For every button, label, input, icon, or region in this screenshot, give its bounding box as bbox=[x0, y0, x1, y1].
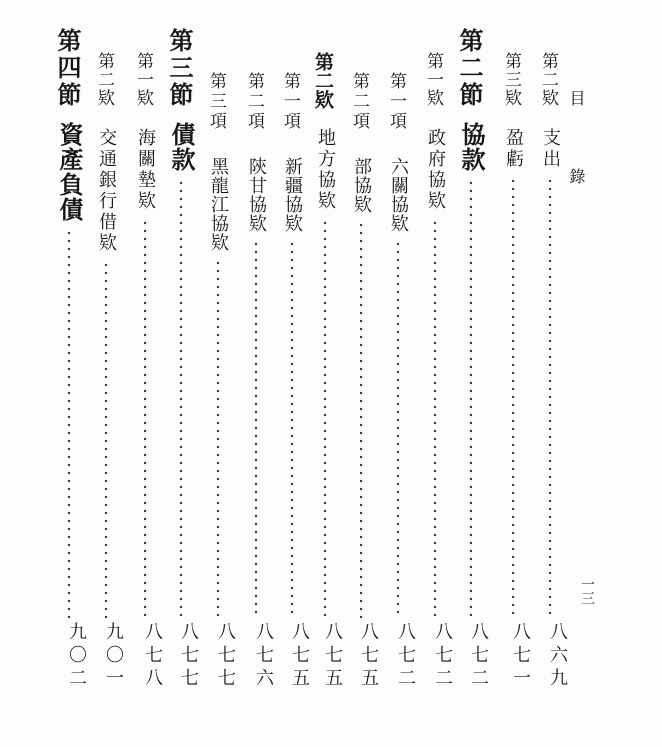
entry-label: 第二欵 bbox=[312, 52, 334, 109]
entry-label: 第三項 bbox=[206, 72, 226, 132]
dot-leader bbox=[468, 179, 474, 618]
entry-label: 第一項 bbox=[280, 72, 300, 132]
entry-page-number: 八七二 bbox=[468, 622, 489, 691]
entry-title: 陝甘協欵 bbox=[246, 157, 267, 233]
entry-title: 新疆協欵 bbox=[282, 157, 303, 233]
entry-title: 政府協欵 bbox=[425, 128, 446, 212]
section-label: 第三節 bbox=[165, 28, 194, 109]
entry-label: 第一欵 bbox=[423, 52, 443, 108]
entry-title: 海關墊欵 bbox=[135, 128, 156, 212]
entry-label: 第三欵 bbox=[501, 52, 521, 108]
section-label: 第二節 bbox=[455, 28, 484, 109]
entry-title: 黑龍江協欵 bbox=[208, 157, 229, 252]
dot-leader bbox=[510, 177, 516, 618]
entry-title: 地方協欵 bbox=[315, 128, 336, 212]
dot-leader bbox=[395, 240, 401, 618]
entry-page-number: 八七五 bbox=[322, 622, 343, 691]
dot-leader bbox=[66, 229, 72, 618]
entry-title: 支出 bbox=[540, 128, 561, 170]
entry-page-number: 八七二 bbox=[432, 622, 453, 691]
section-label: 第四節 bbox=[53, 28, 82, 109]
entry-page-number: 八七五 bbox=[289, 622, 310, 691]
entry-label: 第一欵 bbox=[133, 52, 153, 108]
dot-leader bbox=[103, 261, 109, 618]
entry-page-number: 八七七 bbox=[215, 622, 236, 691]
dot-leader bbox=[142, 219, 148, 618]
entry-page-number: 八七六 bbox=[253, 622, 274, 691]
dot-leader bbox=[358, 221, 364, 618]
dot-leader bbox=[178, 179, 184, 618]
entry-page-number: 八七五 bbox=[358, 622, 379, 691]
page-number: 一三 bbox=[579, 577, 595, 605]
toc-entry bbox=[494, 0, 531, 747]
entry-label: 第二項 bbox=[349, 72, 369, 132]
section-title: 債款 bbox=[167, 122, 196, 172]
section-title: 資產負債 bbox=[55, 122, 84, 222]
entry-title: 盈虧 bbox=[503, 128, 524, 170]
toc-entry bbox=[126, 0, 163, 747]
entry-title: 部協欵 bbox=[351, 157, 372, 214]
dot-leader bbox=[289, 240, 295, 618]
dot-leader bbox=[547, 177, 553, 618]
dot-leader bbox=[432, 219, 438, 618]
entry-label: 第二欵 bbox=[94, 52, 114, 108]
dot-leader bbox=[322, 219, 328, 618]
entry-label: 第二項 bbox=[244, 72, 264, 132]
entry-page-number: 八六九 bbox=[547, 622, 568, 691]
entry-page-number: 八七八 bbox=[142, 622, 163, 691]
entry-label: 第二欵 bbox=[538, 52, 558, 108]
running-header-title: 目錄 bbox=[567, 90, 586, 246]
entry-page-number: 八七七 bbox=[178, 622, 199, 691]
dot-leader bbox=[215, 259, 221, 618]
dot-leader bbox=[253, 240, 259, 618]
entry-page-number: 九〇二 bbox=[66, 622, 87, 691]
entry-label: 第一項 bbox=[386, 72, 406, 132]
entry-page-number: 九〇一 bbox=[103, 622, 124, 691]
toc-entry bbox=[237, 0, 274, 747]
entry-title: 交通銀行借欵 bbox=[96, 128, 117, 254]
entry-page-number: 八七一 bbox=[510, 622, 531, 691]
entry-title: 六關協欵 bbox=[388, 157, 409, 233]
entry-page-number: 八七二 bbox=[395, 622, 416, 691]
toc-section-entry bbox=[50, 0, 87, 747]
section-title: 協款 bbox=[457, 122, 486, 172]
